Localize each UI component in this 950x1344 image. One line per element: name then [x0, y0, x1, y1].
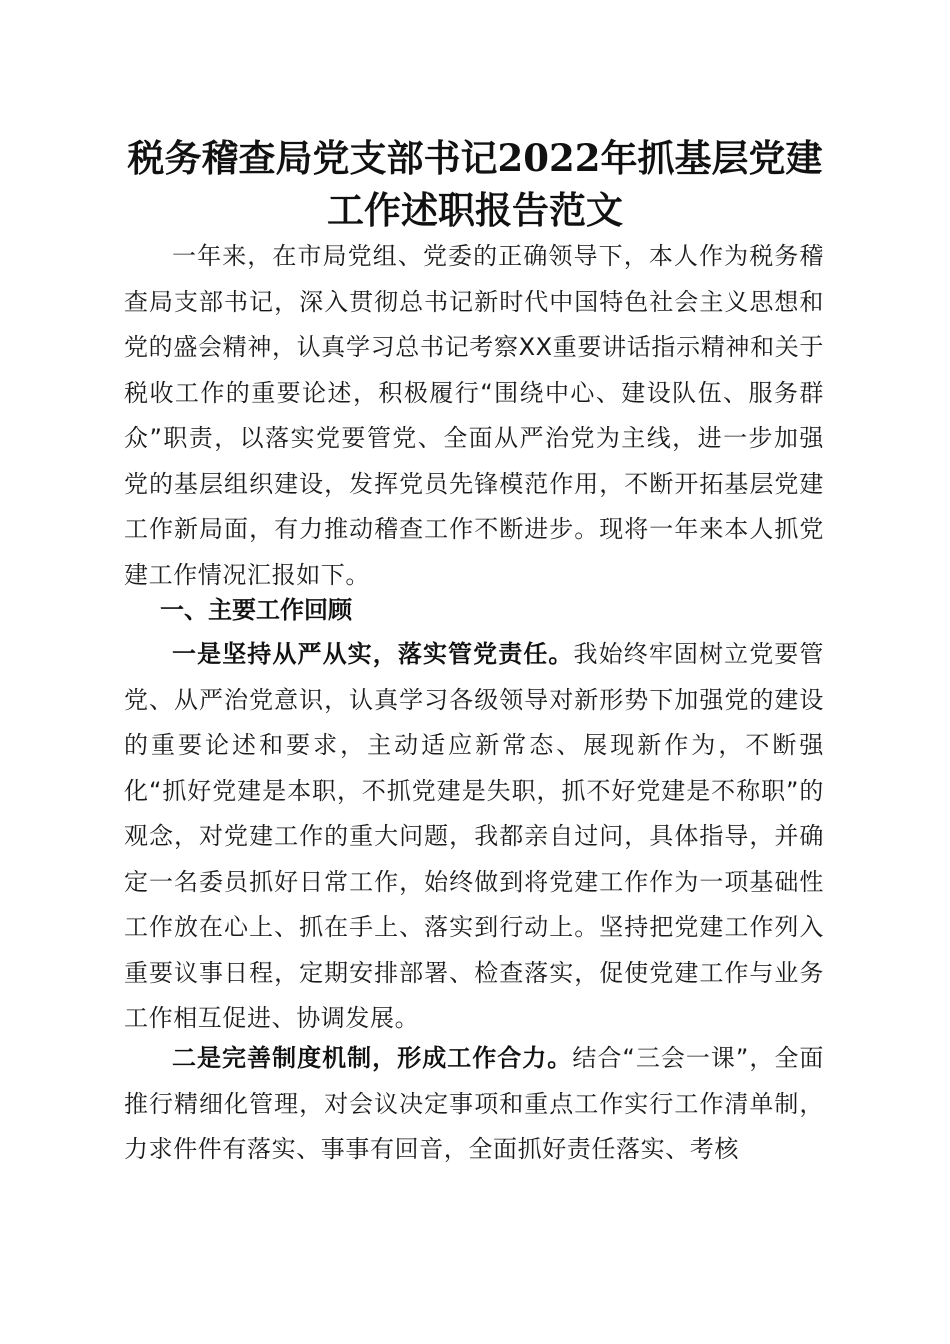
item-2-lead-sentence: 二是完善制度机制，形成工作合力。: [172, 1044, 573, 1072]
item-2-body: 结合“三会一课”，全面推行精细化管理，对会议决定事项和重点工作实行工作清单制，力求件件有落实、事事有回音，全面抓好责任落实、考核: [124, 1044, 824, 1163]
section-heading-main-work-review: 一、主要工作回顾: [160, 596, 352, 624]
paragraph-item-2: [124, 1036, 824, 1173]
item-1-lead-sentence: 一是坚持从严从实，落实管党责任。: [172, 640, 574, 668]
document-title: 税务稽查局党支部书记2022年抓基层党建工作述职报告范文: [127, 136, 823, 232]
paragraph-item-1: [124, 632, 824, 1042]
intro-paragraph: 一年来，在市局党组、党委的正确领导下，本人作为税务稽查局支部书记，深入贯彻总书记新时代中国特色社会主义思想和党的盛会精神，认真学习总书记考察XX重要讲话指示精神和关于税收工作的重要论述，积极履行“围绕中心、建设队伍、服务群众”职责，以落实党要管党、全面从严治党为主线，进一步加强党的基层组织建设，发挥党员先锋模范作用，不断开拓基层党建工作新局面，有力推动稽查工作不断进步。现将一年来本人抓党建工作情况汇报如下。: [124, 242, 824, 589]
item-1-body: 我始终牢固树立党要管党、从严治党意识，认真学习各级领导对新形势下加强党的建设的重要论述和要求，主动适应新常态、展现新作为，不断强化“抓好党建是本职，不抓党建是失职，抓不好党建是不称职”的观念，对党建工作的重大问题，我都亲自过问，具体指导，并确定一名委员抓好日常工作，始终做到将党建工作作为一项基础性工作放在心上、抓在手上、落实到行动上。坚持把党建工作列入重要议事日程，定期安排部署、检查落实，促使党建工作与业务工作相互促进、协调发展。: [124, 640, 824, 1032]
